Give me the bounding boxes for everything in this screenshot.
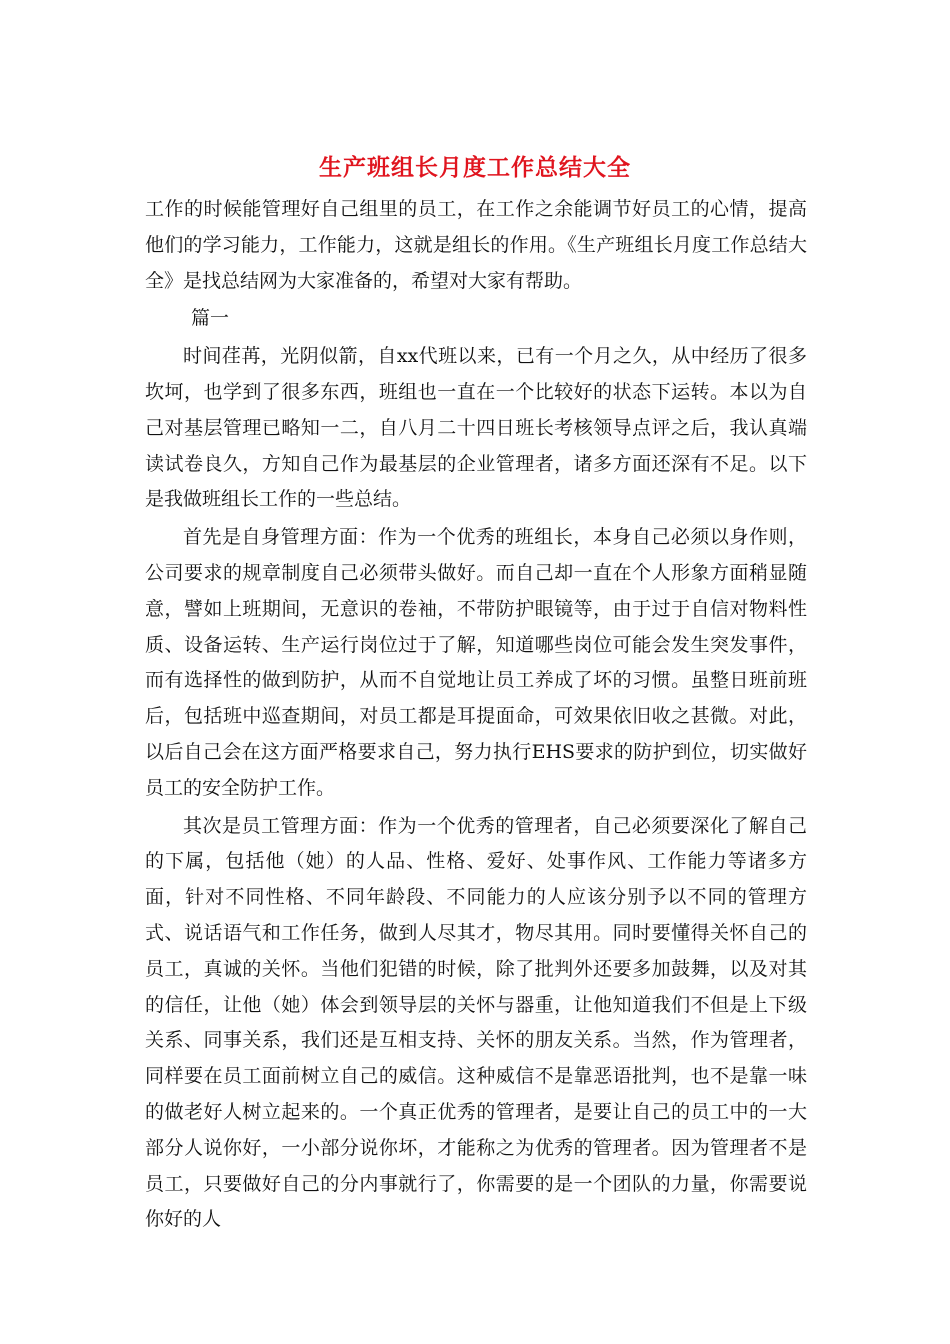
body-paragraph-3: 其次是员工管理方面：作为一个优秀的管理者，自己必须要深化了解自己的下属，包括他（她）的人品、性格、爱好、处事作风、工作能力等诸多方面，针对不同性格、不同年龄段、不同能力的人应该分别予以不同的管理方式、说话语气和工作任务，做到人尽其才，物尽其用。同时要懂得关怀自己的员工，真诚的关怀。当他们犯错的时候，除了批判外还要多加鼓舞，以及对其的信任，让他（她）体会到领导层的关怀与器重，让他知道我们不但是上下级关系、同事关系，我们还是互相支持、关怀的朋友关系。当然，作为管理者，同样要在员工面前树立自己的威信。这种威信不是靠恶语批判，也不是靠一味的做老好人树立起来的。一个真正优秀的管理者，是要让自己的员工中的一大部分人说你好，一小部分说你坏，才能称之为优秀的管理者。因为管理者不是员工，只要做好自己的分内事就行了，你需要的是一个团队的力量，你需要说你好的人 xyxy=(145,814,807,1231)
body-paragraph-2: 首先是自身管理方面：作为一个优秀的班组长，本身自己必须以身作则，公司要求的规章制度自己必须带头做好。而自己却一直在个人形象方面稍显随意，譬如上班期间，无意识的卷袖，不带防护眼镜等，由于过于自信对物料性质、设备运转、生产运行岗位过于了解，知道哪些岗位可能会发生突发事件，而有选择性的做到防护，从而不自觉地让员工养成了坏的习惯。虽整日班前班后，包括班中巡查期间，对员工都是耳提面命，可效果依旧收之甚微。对此，以后自己会在这方面严格要求自己，努力执行EHS要求的防护到位，切实做好员工的安全防护工作。 xyxy=(145,526,807,799)
section-label: 篇一 xyxy=(191,307,230,330)
document-body xyxy=(145,192,807,1238)
document-title: 生产班组长月度工作总结大全 xyxy=(319,154,631,181)
intro-paragraph: 工作的时候能管理好自己组里的员工，在工作之余能调节好员工的心情，提高他们的学习能力，工作能力，这就是组长的作用。《生产班组长月度工作总结大全》是找总结网为大家准备的，希望对大家有帮助。 xyxy=(145,198,807,292)
body-paragraph-1: 时间荏苒，光阴似箭，自xx代班以来，已有一个月之久，从中经历了很多坎坷，也学到了很多东西，班组也一直在一个比较好的状态下运转。本以为自己对基层管理已略知一二，自八月二十四日班长考核领导点评之后，我认真端读试卷良久，方知自己作为最基层的企业管理者，诸多方面还深有不足。以下是我做班组长工作的一些总结。 xyxy=(145,345,807,511)
